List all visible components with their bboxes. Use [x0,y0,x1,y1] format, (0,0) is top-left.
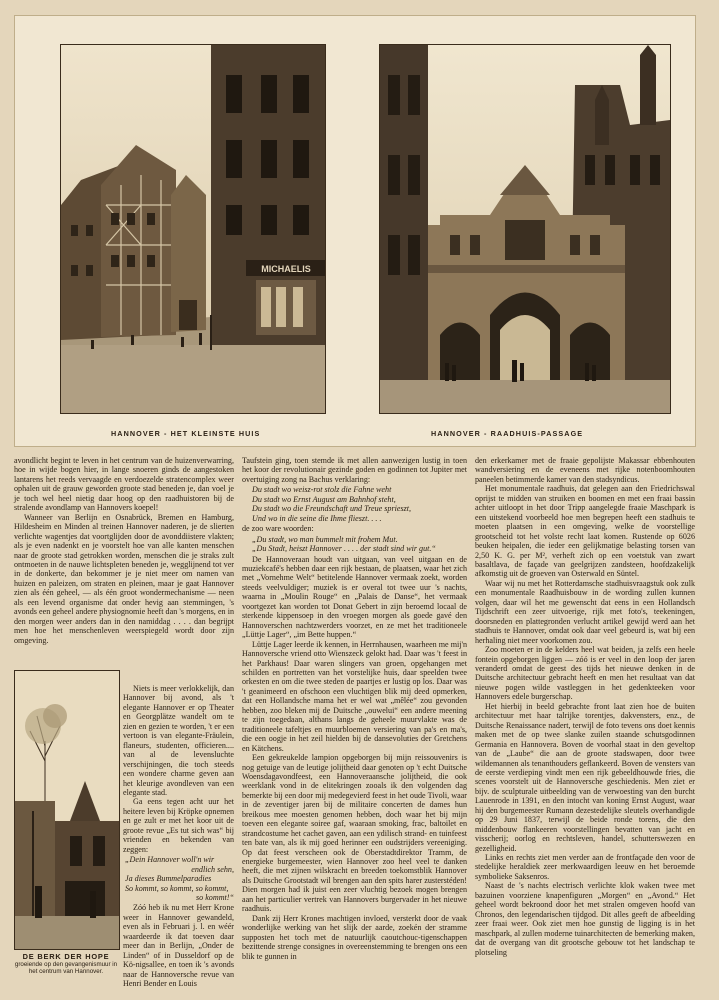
raadhuis-image [380,45,670,413]
photo-panel [14,15,696,447]
col2-paragraph-6: Dank zij Herr Krones machtigen invloed, versterkt door de vaak wonderlijke werking van het slijk der aarde, zoekén der stramme supposten het toch met de natuurlijk caoutchouc-tigenschappen bezittende strenge consignes in overeenstemming te brengen ons een blik te gunnen in [242,913,467,961]
col1-revue-verse: „Dein Hannover woll'n wir endlich sehn, Ja dieses Bummelparadies So kommt, so kommt, so kommt, so kommt!“ [125,855,234,902]
berk-image [15,671,119,949]
caption-right: HANNOVER - RAADHUIS-PASSAGE [431,429,584,438]
michaelis-sign: MICHAELIS [261,264,311,274]
caption-inset [10,952,122,975]
col3-paragraph-7: Naast de 's nachts electrisch verlichte klok waken twee met bazuinen voorziene knapenfiguren „Morgen“ en „Avond.“ Het geheel wordt bekroond door het met stralen omgeven hoofd van Chronos, den legendarischen tijdgod. Dit alles geeft de afbeelding zeer fraai weer. Ook ziet men hoe gunstig de ligging is in het maschpark, al zullen moderne tuinarchitecten de bemerking maken, dat de overgang van dit grootsche gebouw tot het landschap te plotseling [475,881,695,957]
photo-berk-der-hope [14,670,120,950]
text-column-1-side [123,684,234,989]
col2-paragraph-3: De Hannoveraan houdt van uitgaan, van veel uitgaan en de muziekcafé's hebben daar een rijk bestaan, de plaatsen, waar het zich met „Vornehme Welt“ betitelende Hannover vermaak zoekt, worden steeds veelvuldiger; muziek is er overal tot twee uur 's nachts, waarna in „Moulin Rouge“ en „Palais de Danse“, het vermaak voortgezet kan worden tot Donat Gebert in zijn beroemd locaal de sterkende kippensoep in den vroegen morgen als goede gavé den Hannoverschen nachtzwerders voorzet, en ze met het traditioneele „Lüttje Lager“, „im Bette huppen.“ [242,554,467,640]
col1-paragraph-1: avondlicht begint te leven in het centrum van de huizenverwarring, hoe in wijde bogen hier, in lange snoeren ginds de aangestoken lantarens het reeds vervaagde en verdoezelde stratencomplex weer ophalen uit de grauw geworden groote stad beneden je, dan voel je je toch wel heel nietig daar hoog op den raadhuistoren bij de stralende avondlamp van Hannovers koepel! [14,456,234,513]
col2-paragraph-2: de zoo ware woorden: [242,524,314,534]
col3-paragraph-5: Het hierbij in beeld gebrachte front laat zien hoe de buiten architectuur met haar talrijke torentjes, dakvensters, enz., de Duitsche Renaissance nadert, terwijl de foto tevens ons doet kennis maken met de op twee slanke zuilen staande schutsgodinnen Germania en Hannovera. Boven de voorhal staat in den geveltop van de „Laube“ die aan de groote stadswapen, door twee wildemannen als tenanthouders geflankeerd. Boven de vensters van de eerste verdieping vindt men een rijk gebeeldhouwde fries, die scenes voorstelt uit de Hannoversche geschiedenis. Men ziet er bijv. de sculpturale uitbeelding van de verwoesting van den burcht Lauenrode in 1391, en den intocht van koning Ernst August, waar hij den burgemeester Rumann dezestedelijke sleutels overhandigde op 29 Juni 1837, terwijl de beide ronde torens, die den middenbouw flankeeren voorstellingen bevatten van jacht en visscherij; oorlog en rechtsleven, handel, schutterswezen en gezelligheid. [475,701,695,853]
inset-caption-title: DE BERK DER HOPE [22,952,110,961]
col2-paragraph-4: Lüttje Lager leerde ik kennen, in Herrnhausen, waarheen me mij'n Hannoversche vriend otto Wienszeck gelokt had. Daar was 't feest in het Parkhaus! Daar waren slingers van groen, opgehangen met schilden en portretten van het vorstelijke huis, daar speelden twee orkesten en om die twee steden de paartjes er lustig op los. Daar was 't geanimeerd en ofschoon een vluchtigen blik mij deed opmerken, dat een Hollandsche mama het er wel wat „mêlée“ zou gevonden hebben, zoo bleken mij de Duitsche „ouwelui“ een andere meening te zijn toegedaan, althans langs de geheele muurvlakte was de traditioneele tafeltjes en muurbloemen versiering van pa's en ma's, die een oogje in het zeil hielden bij de dansevoluties der Gretchens en Kätchens. [242,639,467,753]
col1-paragraph-2: Wanneer van Berlijn en Osnabrück, Bremen en Hamburg, Hildesheim en Minden al treinen Hannover naderen, je de slierten verlichte wagentjes dat voortglijden door de avonddiistere vlakten; als je even nadenkt en je voorstelt hoe van alle kanten menschen naar de groote stad getrokken worden, menschen die je straks zult ontmoeten in de nauwe lichtspleten beneden je, wegglijnend tot ver in de donkerte, dan bekommer je je niet meer om namen van huizen en paleizen, om straten en pleinen, maar je gaat Hannover zien als één geheel, — als één groot wondermechanisme — neen als een levend organisme dat onder hevig aan stemmingen, 's avonds een geheel andere physiognomie heeft dan 's morgens, en in den morgen weer anders dan in den namiddag . . . . dan begrijpt men hoe het menschenleven weerspiegeld wordt door zijn omgeving. [14,512,234,645]
text-column-3 [475,456,695,957]
col3-paragraph-6: Links en rechts ziet men verder aan de frontfaçade den voor de stedelijke heraldiek zeer merkwaardigen leeuw en het beroemde symbolieke Saksenros. [475,853,695,881]
text-column-2 [242,456,467,961]
caption-left: HANNOVER - HET KLEINSTE HUIS [111,429,261,438]
col2-verse-1: Du stadt wo weisz-rot stolz die Fahne weht Du stadt wo Ernst August am Bahnhof steht, Du stadt wo die Freundschaft und Treue sprieszt, Und wo in die seine die Ihme flieszt. . . . [252,485,412,523]
col3-paragraph-3: Waar wij nu met het Rotterdamsche stadhuisvraagstuk ook zulk een monumentale Raadhuisbouw in de wording zullen kunnen volgen, daar wil het me gewenscht dat eens in een Hollandsch Tijdschrift een zeer uitvoerige, rijk met foto's, teekeningen, doorsneden en plattegronden verlucht artikel gewijd werd aan het stadhuis te Hannover, omdat ook daar veel gebeurd is, wat bij een herhaling niet meer voorkomen zou. [475,578,695,645]
photo-kleinste-huis [60,44,326,414]
col3-paragraph-4: Zoo moeten er in de kelders heel wat beiden, ja zelfs een heele fontein opgeborgen liggen — zóó is er veel in den loop der jaren veranderd omdat de geest des tijds het nieuwe denken in de Duitsche architectuur gebracht heeft en men het resultaat van dat nieuwe pogen wilde vastleggen in het gedenkteeken voor Hannovers edele burgerschap. [475,645,695,702]
text-column-1-top [14,456,234,645]
col2-verse-2: „Du stadt, wo man bummelt mit frohem Mut. „Du Stadt, heiszt Hannover . . . . der stadt sind wir gut.“ [252,534,436,554]
col1-paragraph-4: Ga eens tegen acht uur het heitere leven bij Kröpke opnemen en ge zult er met het koor uit de groote revue „Es tut sich was“ bij vrienden en bekenden van zeggen: [123,797,234,854]
col3-paragraph-2: Het monumentale raadhuis, dat gelegen aan den Friedrichswal oprijst te midden van struiken en boomen en met een fraai bassin achter uitloopt in het door Tripp aangelegde fraaie Maschpark is een uitstekend voorbeeld hoe men begrepen heeft een stadhuis te moeten plaatsen in een omgeving, welke de voorstellige grootscheid tot het volste recht laat komen. Rustende op 6026 beuken heipalen, die ieder een gelijkmatige belasting torsen van 2,50 K. G. per M², verheft zich op een voetstuk van zwart basaltlava, de façade van geelgrijzen zandsteen, hoofdzakelijk afkomstig uit de groeven van Osterwald en Süntel. [475,484,695,579]
col2-paragraph-1: Taufstein ging, toen stemde ik met allen aanwezigen lustig in toen het koor der revolutionair gezinde goden en godinnen tot Jupiter met overtuiging zong na Bachus verklaring: [242,456,467,484]
photo-raadhuis-passage [379,44,671,414]
col1-paragraph-3: Niets is meer verlokkelijk, dan Hannover bij avond, als 't elegante Hannover er op Theater en Georgplätze wandelt om te zien en gezien te worden, 't er een vertoon is van elegante-Fräulein, flaneurs, studenten, officieren.... van al de levensluchte verschijningen, die toch steeds een wondere charme geven aan het kleurige avondleven van een elegante stad. [123,684,234,797]
inset-caption-sub: groeiende op den gevangenismuur in het centrum van Hannover. [14,961,118,975]
street-scene-image [61,45,325,413]
col3-paragraph-1: den erkerkamer met de fraaie gepolijste Makassar ebbenhouten wandversiering en de eveneens met rijke notenboomhouten paneelen betimmerde kamer van den stadsyndicus. [475,456,695,484]
col1-paragraph-5: Zóó heb ik nu met Herr Krone weer in Hannover gewandeld, even als in Februari j. l. en wéér waardeerde ik dat toeven daar meer dan in Berlijn, „Onder de Linden“ of in Dusseldorf op de Kö-nigsallee, en toen ik 's avonds naar de Hannoversche revue van Henri Bender en Louis [123,903,234,989]
col2-paragraph-5: Een gekreukelde lampion opgeborgen bij mijn reissouvenirs is nog getuige van de leutige jolijtheid daar genoten op 't echt Duitsche Woensdagavondfeest, een Hannoveraansche jolijtheid, die ook weerklank vond in de elitekringen zooals ik den volgenden dag bemerkte bij een door mij medegevierd feest in het oude Tivoli, waar in de zeventiger jaren bij de militaire concerten de dames hun breikous mee moesten genomen hebben, doch waar het bij mijn toeven een elegante soiree gaf, waaraan smoking, frac, baltoilet en strandcostume het cachet gaven, aan een ydilisch strand- en tuinfeest ten bate van, als ik mij goed herinner een oudstrijders vereeniging. Op dat feest verscheen ook de Oberstadtdirektor Tramm, de energieke burgemeester, wien Hannover zoo heel veel te danken heeft, die met zijnen wilskracht en breeden toekomstblik Hannover als Duitsche Grootstadt wil brengen aan den spits harer zusterstéden! Dien morgen had ik juist een zeer vluchtig bezoek mogen brengen aan het particulier vertrek van Hannovers burgervader in het nieuwe raadhuis. [242,753,467,914]
